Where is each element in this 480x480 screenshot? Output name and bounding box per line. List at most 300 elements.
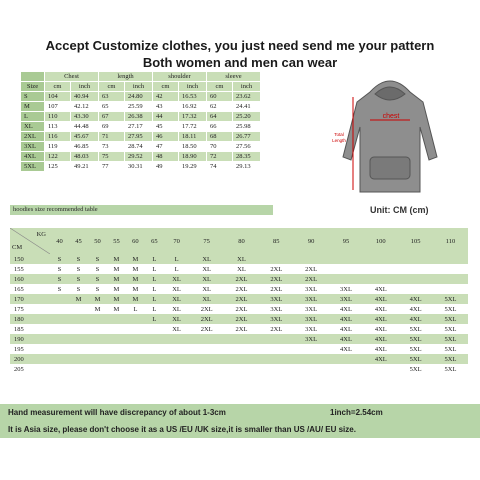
rec-table-cell: 2XL	[259, 284, 294, 294]
kg-axis-label: KG	[36, 231, 46, 238]
rec-table-height-cell: 190	[10, 334, 50, 344]
rec-table-cell: 3XL	[294, 324, 329, 334]
rec-table-cell: S	[88, 284, 107, 294]
size-table-size-cell: XL	[21, 122, 45, 132]
rec-table-cell	[50, 294, 69, 304]
size-table-unit-row	[21, 82, 261, 92]
size-table-cell: 27.95	[125, 132, 153, 142]
rec-table-cell: S	[50, 254, 69, 264]
size-table-unit-header: cm	[207, 82, 233, 92]
rec-table-cell	[189, 334, 224, 344]
size-table-cell: 45	[153, 122, 179, 132]
rec-table-cell	[224, 354, 259, 364]
rec-table-cell	[126, 314, 145, 324]
rec-table-cell	[145, 324, 164, 334]
rec-table-cell	[329, 354, 364, 364]
size-table-cell: 18.90	[179, 152, 207, 162]
size-table-cell: 45.67	[71, 132, 99, 142]
rec-table-cell: L	[145, 254, 164, 264]
rec-table-cell	[126, 364, 145, 374]
rec-table-cell	[107, 314, 126, 324]
rec-table-weight-header: 100	[363, 228, 398, 254]
rec-table-cell: L	[145, 284, 164, 294]
size-table-group-row	[21, 72, 261, 82]
rec-table-cell	[433, 274, 468, 284]
rec-table-cell	[259, 334, 294, 344]
rec-table-cell: 2XL	[224, 294, 259, 304]
rec-table-cell	[145, 354, 164, 364]
footer-asia-size-note: It is Asia size, please don't choose it as a US /EU /UK size,it is smaller than US /AU/ EU size.	[8, 425, 356, 434]
rec-table-cell	[88, 364, 107, 374]
rec-table-cell: S	[50, 284, 69, 294]
size-table-cell: 69	[99, 122, 125, 132]
rec-table-cell	[259, 344, 294, 354]
rec-table-cell	[145, 334, 164, 344]
rec-table-row	[10, 274, 468, 284]
size-table-unit-header: cm	[153, 82, 179, 92]
size-table-cell: 29.52	[125, 152, 153, 162]
size-table-group-header: sleeve	[207, 72, 261, 82]
rec-table-cell: M	[126, 284, 145, 294]
rec-table-cell	[294, 354, 329, 364]
rec-table-weight-header: 80	[224, 228, 259, 254]
rec-table-cell: XL	[189, 284, 224, 294]
rec-table-cell	[69, 364, 88, 374]
rec-table-cell	[259, 254, 294, 264]
rec-table-cell: L	[145, 274, 164, 284]
rec-table-row	[10, 304, 468, 314]
rec-table-cell	[88, 314, 107, 324]
size-table-unit-header: inch	[179, 82, 207, 92]
rec-table-cell: M	[88, 304, 107, 314]
size-table-cell: 25.59	[125, 102, 153, 112]
size-table-cell: 47	[153, 142, 179, 152]
rec-table-row	[10, 334, 468, 344]
rec-table-cell: 3XL	[294, 314, 329, 324]
rec-table-cell: L	[164, 254, 189, 264]
size-table-cell: 48	[153, 152, 179, 162]
rec-table-cell	[126, 334, 145, 344]
rec-table-cell: XL	[164, 294, 189, 304]
rec-table-cell: 2XL	[224, 304, 259, 314]
rec-table-cell: 3XL	[259, 314, 294, 324]
rec-table-cell: 4XL	[363, 314, 398, 324]
rec-table-cell: 5XL	[398, 364, 433, 374]
rec-table-cell	[224, 344, 259, 354]
size-table-cell: 28.35	[233, 152, 261, 162]
rec-table-cell	[329, 264, 364, 274]
rec-table-corner	[10, 228, 50, 254]
rec-table-cell	[224, 364, 259, 374]
size-table-cell: 42	[153, 92, 179, 102]
rec-table-cell: 3XL	[329, 284, 364, 294]
rec-table-height-cell: 200	[10, 354, 50, 364]
size-table-cell: 72	[207, 152, 233, 162]
rec-table-cell: M	[88, 294, 107, 304]
hoodie-diagram	[325, 72, 455, 202]
rec-table-cell: 4XL	[329, 344, 364, 354]
size-table-cell: 104	[45, 92, 71, 102]
size-table-cell: 18.50	[179, 142, 207, 152]
rec-table-cell: 2XL	[224, 324, 259, 334]
rec-table-cell	[69, 334, 88, 344]
recommended-table-banner: hoodies size recommended table	[10, 205, 273, 215]
rec-table-cell: 2XL	[224, 314, 259, 324]
rec-table-cell	[50, 314, 69, 324]
rec-table-height-cell: 165	[10, 284, 50, 294]
size-table-cell: 24.41	[233, 102, 261, 112]
rec-table-cell	[164, 364, 189, 374]
size-table-cell: 16.92	[179, 102, 207, 112]
rec-table-cell: S	[88, 254, 107, 264]
rec-table-cell	[294, 364, 329, 374]
rec-table-cell	[433, 264, 468, 274]
rec-table-cell: 2XL	[189, 324, 224, 334]
footer-inch-conversion: 1inch=2.54cm	[330, 408, 383, 417]
size-table-cell: 17.32	[179, 112, 207, 122]
size-table-cell: 44.48	[71, 122, 99, 132]
size-table-row	[21, 142, 261, 152]
rec-table-cell: 5XL	[398, 324, 433, 334]
size-table-cell: 30.31	[125, 162, 153, 172]
rec-table-cell	[107, 354, 126, 364]
size-table-unit-header: inch	[233, 82, 261, 92]
rec-table-row	[10, 354, 468, 364]
rec-table-height-cell: 175	[10, 304, 50, 314]
rec-table-height-cell: 160	[10, 274, 50, 284]
size-table-size-cell: 4XL	[21, 152, 45, 162]
length-label-2: Length	[332, 138, 346, 143]
rec-table-cell	[433, 254, 468, 264]
rec-table-cell: 4XL	[363, 334, 398, 344]
rec-table-cell: XL	[164, 324, 189, 334]
size-table-cell: 64	[207, 112, 233, 122]
size-table-cell: 17.72	[179, 122, 207, 132]
rec-table-weight-header: 85	[259, 228, 294, 254]
rec-table-cell	[69, 304, 88, 314]
size-table-cell: 65	[99, 102, 125, 112]
rec-table-height-cell: 155	[10, 264, 50, 274]
size-table-row	[21, 122, 261, 132]
rec-table-height-cell: 205	[10, 364, 50, 374]
size-table-cell: 70	[207, 142, 233, 152]
length-label-1: Total	[334, 132, 344, 137]
rec-table-cell	[294, 254, 329, 264]
rec-table-weight-header: 75	[189, 228, 224, 254]
rec-table-cell: 5XL	[433, 294, 468, 304]
size-table-cell: 46	[153, 132, 179, 142]
size-table-row	[21, 132, 261, 142]
rec-table-cell: 5XL	[433, 304, 468, 314]
rec-table-cell: 5XL	[398, 334, 433, 344]
size-table-row	[21, 162, 261, 172]
rec-table-cell: S	[69, 264, 88, 274]
size-table-unit-header: inch	[125, 82, 153, 92]
rec-table-cell	[294, 344, 329, 354]
rec-table-weight-row	[10, 228, 468, 254]
size-table-row	[21, 112, 261, 122]
size-table-cell: 71	[99, 132, 125, 142]
rec-table-cell: 4XL	[363, 294, 398, 304]
rec-table-weight-header: 70	[164, 228, 189, 254]
rec-table-cell: 4XL	[398, 304, 433, 314]
size-table-size-label: Size	[21, 82, 45, 92]
rec-table-cell: 5XL	[433, 364, 468, 374]
rec-table-weight-header: 105	[398, 228, 433, 254]
size-table-row	[21, 102, 261, 112]
rec-table-cell	[329, 364, 364, 374]
size-table-row	[21, 152, 261, 162]
rec-table-cell: 2XL	[189, 314, 224, 324]
size-table-cell: 48.03	[71, 152, 99, 162]
rec-table-cell: 2XL	[259, 274, 294, 284]
rec-table-cell: XL	[164, 284, 189, 294]
size-table-cell: 25.20	[233, 112, 261, 122]
rec-table-row	[10, 324, 468, 334]
size-chart-table	[20, 71, 261, 172]
rec-table-cell	[126, 344, 145, 354]
rec-table-cell: S	[69, 274, 88, 284]
size-table-cell: 44	[153, 112, 179, 122]
size-table-cell: 68	[207, 132, 233, 142]
rec-table-cell	[126, 354, 145, 364]
size-table-cell: 49.21	[71, 162, 99, 172]
rec-table-cell	[329, 254, 364, 264]
size-table-group-header: shoulder	[153, 72, 207, 82]
rec-table-cell: 3XL	[329, 294, 364, 304]
rec-table-cell: 4XL	[398, 294, 433, 304]
rec-table-cell: 4XL	[329, 304, 364, 314]
rec-table-cell: M	[126, 264, 145, 274]
rec-table-cell: XL	[164, 274, 189, 284]
size-table-cell: 18.11	[179, 132, 207, 142]
rec-table-cell	[69, 354, 88, 364]
rec-table-cell	[189, 344, 224, 354]
rec-table-cell: XL	[189, 254, 224, 264]
rec-table-cell	[50, 364, 69, 374]
rec-table-cell: XL	[189, 294, 224, 304]
rec-table-cell: 3XL	[294, 284, 329, 294]
size-table-group-header: Chest	[45, 72, 99, 82]
rec-table-height-cell: 150	[10, 254, 50, 264]
chest-label: chest	[382, 113, 400, 120]
size-table-corner	[21, 72, 45, 82]
rec-table-cell: XL	[164, 314, 189, 324]
size-table-unit-header: inch	[71, 82, 99, 92]
recommended-size-table	[10, 228, 468, 374]
rec-table-cell: 3XL	[294, 294, 329, 304]
rec-table-cell	[88, 324, 107, 334]
rec-table-cell: 3XL	[259, 304, 294, 314]
size-table-cell: 43	[153, 102, 179, 112]
rec-table-cell	[363, 264, 398, 274]
rec-table-cell: S	[69, 284, 88, 294]
rec-table-row	[10, 254, 468, 264]
rec-table-cell: L	[145, 264, 164, 274]
rec-table-cell	[69, 324, 88, 334]
size-table-cell: 19.29	[179, 162, 207, 172]
rec-table-cell: 4XL	[363, 324, 398, 334]
rec-table-cell: 4XL	[363, 344, 398, 354]
rec-table-cell	[145, 364, 164, 374]
rec-table-height-cell: 195	[10, 344, 50, 354]
rec-table-cell: 5XL	[433, 314, 468, 324]
rec-table-cell: 5XL	[433, 324, 468, 334]
rec-table-weight-header: 50	[88, 228, 107, 254]
size-table-cell: 67	[99, 112, 125, 122]
rec-table-cell	[398, 264, 433, 274]
footer-discrepancy-note: Hand measurement will have discrepancy of about 1-3cm	[8, 408, 226, 417]
rec-table-cell: 4XL	[363, 304, 398, 314]
header-line-1: Accept Customize clothes, you just need send me your pattern	[45, 38, 435, 53]
size-table-cell: 62	[207, 102, 233, 112]
size-table-cell: 119	[45, 142, 71, 152]
rec-table-cell: L	[145, 294, 164, 304]
rec-table-cell	[69, 314, 88, 324]
rec-table-cell: S	[50, 264, 69, 274]
rec-table-cell	[189, 354, 224, 364]
size-table-cell: 40.94	[71, 92, 99, 102]
rec-table-cell: 3XL	[294, 334, 329, 344]
rec-table-cell	[363, 274, 398, 284]
rec-table-weight-header: 40	[50, 228, 69, 254]
size-table-cell: 60	[207, 92, 233, 102]
rec-table-height-cell: 185	[10, 324, 50, 334]
size-table-size-cell: 3XL	[21, 142, 45, 152]
size-table-cell: 27.17	[125, 122, 153, 132]
rec-table-cell: M	[107, 304, 126, 314]
size-table-cell: 27.56	[233, 142, 261, 152]
rec-table-cell	[50, 304, 69, 314]
rec-table-cell: M	[69, 294, 88, 304]
size-table-size-cell: M	[21, 102, 45, 112]
size-table-cell: 26.77	[233, 132, 261, 142]
rec-table-cell: 4XL	[329, 314, 364, 324]
rec-table-cell	[363, 364, 398, 374]
rec-table-cell	[107, 324, 126, 334]
rec-table-cell	[107, 364, 126, 374]
rec-table-cell	[398, 284, 433, 294]
size-table-cell: 46.85	[71, 142, 99, 152]
rec-table-height-cell: 170	[10, 294, 50, 304]
rec-table-cell	[50, 324, 69, 334]
rec-table-cell: L	[164, 264, 189, 274]
rec-table-cell: M	[107, 294, 126, 304]
size-table-cell: 110	[45, 112, 71, 122]
rec-table-cell	[107, 344, 126, 354]
rec-table-cell: M	[126, 274, 145, 284]
size-table-cell: 28.74	[125, 142, 153, 152]
rec-table-cell: S	[88, 264, 107, 274]
rec-table-cell	[164, 354, 189, 364]
rec-table-cell	[363, 254, 398, 264]
size-table-cell: 29.13	[233, 162, 261, 172]
rec-table-cell	[398, 254, 433, 264]
rec-table-cell	[329, 274, 364, 284]
rec-table-cell	[69, 344, 88, 354]
rec-table-cell: S	[69, 254, 88, 264]
size-table-cell: 49	[153, 162, 179, 172]
size-table-size-cell: L	[21, 112, 45, 122]
cm-axis-label: CM	[12, 244, 23, 251]
rec-table-weight-header: 45	[69, 228, 88, 254]
rec-table-cell: XL	[224, 264, 259, 274]
size-table-cell: 25.98	[233, 122, 261, 132]
rec-table-cell: XL	[189, 274, 224, 284]
size-table-cell: 73	[99, 142, 125, 152]
size-table-cell: 116	[45, 132, 71, 142]
size-table-size-cell: 5XL	[21, 162, 45, 172]
rec-table-cell	[145, 344, 164, 354]
rec-table-cell: M	[107, 274, 126, 284]
size-table-cell: 75	[99, 152, 125, 162]
rec-table-cell	[50, 334, 69, 344]
rec-table-cell: 5XL	[433, 334, 468, 344]
rec-table-cell: XL	[224, 254, 259, 264]
rec-table-row	[10, 264, 468, 274]
size-table-cell: 16.53	[179, 92, 207, 102]
size-table-group-header: length	[99, 72, 153, 82]
rec-table-cell: 2XL	[294, 274, 329, 284]
rec-table-cell: M	[126, 294, 145, 304]
rec-table-row	[10, 344, 468, 354]
size-table-cell: 113	[45, 122, 71, 132]
size-table-unit-header: cm	[45, 82, 71, 92]
rec-table-cell: 2XL	[224, 284, 259, 294]
rec-table-cell: 5XL	[433, 354, 468, 364]
rec-table-cell	[398, 274, 433, 284]
size-table-cell: 42.12	[71, 102, 99, 112]
rec-table-cell: M	[126, 254, 145, 264]
rec-table-cell	[88, 354, 107, 364]
rec-table-cell: 4XL	[363, 284, 398, 294]
size-table-unit-header: cm	[99, 82, 125, 92]
rec-table-weight-header: 95	[329, 228, 364, 254]
rec-table-weight-header: 110	[433, 228, 468, 254]
rec-table-weight-header: 65	[145, 228, 164, 254]
rec-table-cell: 4XL	[398, 314, 433, 324]
rec-table-cell	[164, 344, 189, 354]
size-table-cell: 26.38	[125, 112, 153, 122]
rec-table-cell	[224, 334, 259, 344]
rec-table-cell: XL	[164, 304, 189, 314]
size-table-cell: 43.30	[71, 112, 99, 122]
rec-table-cell: 3XL	[259, 294, 294, 304]
size-table-cell: 107	[45, 102, 71, 112]
size-table-cell: 74	[207, 162, 233, 172]
rec-table-cell: 4XL	[363, 354, 398, 364]
rec-table-cell	[107, 334, 126, 344]
rec-table-weight-header: 60	[126, 228, 145, 254]
rec-table-cell: M	[107, 284, 126, 294]
size-table-cell: 24.80	[125, 92, 153, 102]
rec-table-cell: 5XL	[433, 344, 468, 354]
rec-table-cell: S	[50, 274, 69, 284]
size-table-cell: 125	[45, 162, 71, 172]
rec-table-cell	[259, 364, 294, 374]
rec-table-cell	[259, 354, 294, 364]
rec-table-cell: L	[126, 304, 145, 314]
rec-table-cell: 5XL	[398, 354, 433, 364]
size-table-cell: 66	[207, 122, 233, 132]
rec-table-cell: 5XL	[398, 344, 433, 354]
size-table-size-cell: S	[21, 92, 45, 102]
rec-table-cell	[164, 334, 189, 344]
rec-table-cell	[88, 344, 107, 354]
rec-table-cell: 2XL	[224, 274, 259, 284]
rec-table-row	[10, 294, 468, 304]
size-table-size-cell: 2XL	[21, 132, 45, 142]
